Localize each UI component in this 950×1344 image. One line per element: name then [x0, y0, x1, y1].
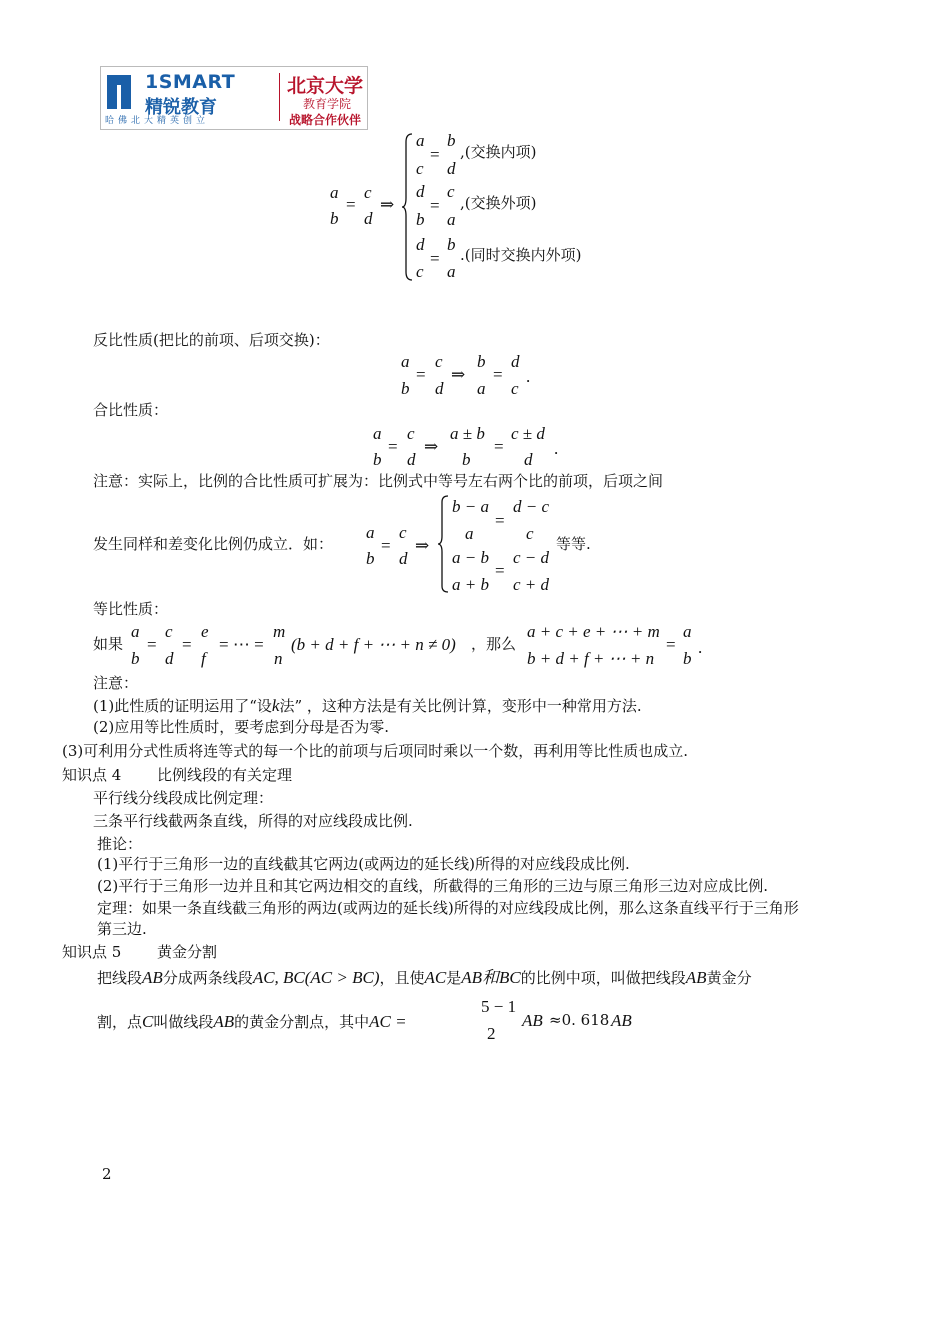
kp5-l2-ab: AB — [213, 1012, 235, 1031]
kp4-line4: (1)平行于三角形一边的直线截其它两边(或两边的延长线)所得的对应线段成比例. — [97, 855, 630, 873]
kp4-line5: (2)平行于三角形一边并且和其它两边相交的直线，所截得的三角形的三边与原三角形三边对应成比例. — [97, 877, 769, 895]
swap-inner-label: ,(交换内项) — [460, 143, 537, 161]
partner-school: 教育学院 — [303, 97, 352, 111]
kp5-l1-seg: AC, BC(AC > BC) — [252, 968, 380, 987]
kp5-l1-c: ，且使 — [379, 969, 425, 987]
note1-line2: 发生同样和差变化比例仍成立．如： — [93, 535, 334, 553]
kp4-line7: 第三边. — [97, 920, 147, 938]
golden-frac-numerator: 5 − 1 — [481, 997, 517, 1016]
kp4-line3: 推论： — [97, 835, 143, 853]
note1-line1: 注意：实际上，比例的合比性质可扩展为：比例式中等号左右两个比的前项，后项之间 — [93, 472, 664, 490]
logo — [100, 66, 368, 130]
inverse-title: 反比性质(把比的前项、后项交换)： — [93, 331, 330, 349]
kp5-line1 — [97, 969, 752, 986]
notes2-item1-b: 法” ，这种方法是有关比例计算，变形中一种常用方法. — [279, 697, 642, 715]
kp5-l1-d: 是 — [446, 969, 462, 987]
golden-after-ab: AB — [522, 1011, 543, 1030]
kp4-line1: 平行线分线段成比例定理： — [93, 789, 274, 807]
smart-logo-mark-icon — [105, 71, 141, 111]
golden-approx: ≈0. 618 — [549, 1011, 610, 1029]
partner-role: 战略合作伙伴 — [289, 113, 362, 127]
equal-ratio-if: 如果 — [93, 635, 124, 653]
kp5-l2-d: 的黄金分割点，其中 — [234, 1013, 370, 1031]
kp5-l2-ac: AC = — [369, 1012, 407, 1031]
kp5-l1-ab: AB — [142, 968, 163, 987]
kp4-label-text: 知识点 4 — [62, 766, 122, 784]
notes2-title: 注意： — [93, 674, 139, 692]
kp5-l1-ab2: AB — [685, 968, 707, 987]
partner-name: 北京大学 — [287, 75, 364, 97]
kp5-l1-ac: AC — [424, 968, 447, 987]
kp5-l1-abbc: AB和BC — [461, 968, 521, 987]
left-brace-icon — [438, 494, 450, 594]
kp5-l2-c: C — [142, 1012, 154, 1031]
notes2-item3: (3)可利用分式性质将连等式的每一个比的前项与后项同时乘以一个数，再利用等比性质也成立. — [62, 742, 689, 760]
kp5-l2-a: 割，点 — [97, 1013, 143, 1031]
logo-divider — [279, 73, 280, 121]
notes2-item2: (2)应用等比性质时，要考虑到分母是否为零. — [93, 718, 390, 736]
compose-title: 合比性质： — [93, 401, 169, 419]
brand-tagline: 哈佛北大精英创立 — [105, 116, 210, 126]
swap-outer-label: ,(交换外项) — [460, 194, 537, 212]
notes2-item1-a: (1)此性质的证明运用了“设 — [93, 697, 272, 715]
kp5-l1-e: 的比例中项，叫做把线段 — [520, 969, 686, 987]
left-brace-icon — [402, 132, 414, 282]
kp5-l1-a: 把线段 — [97, 969, 143, 987]
note1-suffix: 等等. — [556, 535, 591, 553]
notes2-item1 — [93, 697, 642, 714]
golden-frac-denominator: 2 — [487, 1024, 496, 1043]
brand-name-en: 1SMART — [145, 71, 236, 93]
kp5-line2 — [97, 1013, 407, 1030]
equal-ratio-then: ，那么 — [471, 635, 517, 653]
kp4-title: 比例线段的有关定理 — [157, 766, 293, 784]
kp5-l1-f: 黄金分 — [706, 969, 752, 987]
notes2-item1-k: k — [271, 696, 280, 715]
swap-both-label: .(同时交换内外项) — [460, 246, 582, 264]
kp4-line6: 定理：如果一条直线截三角形的两边(或两边的延长线)所得的对应线段成比例，那么这条直线平行于三角形 — [97, 899, 799, 917]
page-number: 2 — [102, 1165, 112, 1183]
kp5-l2-b: 叫做线段 — [153, 1013, 214, 1031]
golden-approx-ab: AB — [611, 1011, 632, 1030]
kp4-label — [62, 768, 121, 783]
equal-ratio-condition: (b + d + f + ⋯ + n ≠ 0) — [291, 635, 456, 654]
kp4-line2: 三条平行线截两条直线，所得的对应线段成比例. — [93, 812, 413, 830]
brand-name-cn: 精锐教育 — [145, 97, 217, 118]
kp5-label: 知识点 5 — [62, 943, 122, 961]
equal-ratio-title: 等比性质： — [93, 600, 169, 618]
kp5-l1-b: 分成两条线段 — [162, 969, 253, 987]
kp5-title: 黄金分割 — [157, 943, 218, 961]
